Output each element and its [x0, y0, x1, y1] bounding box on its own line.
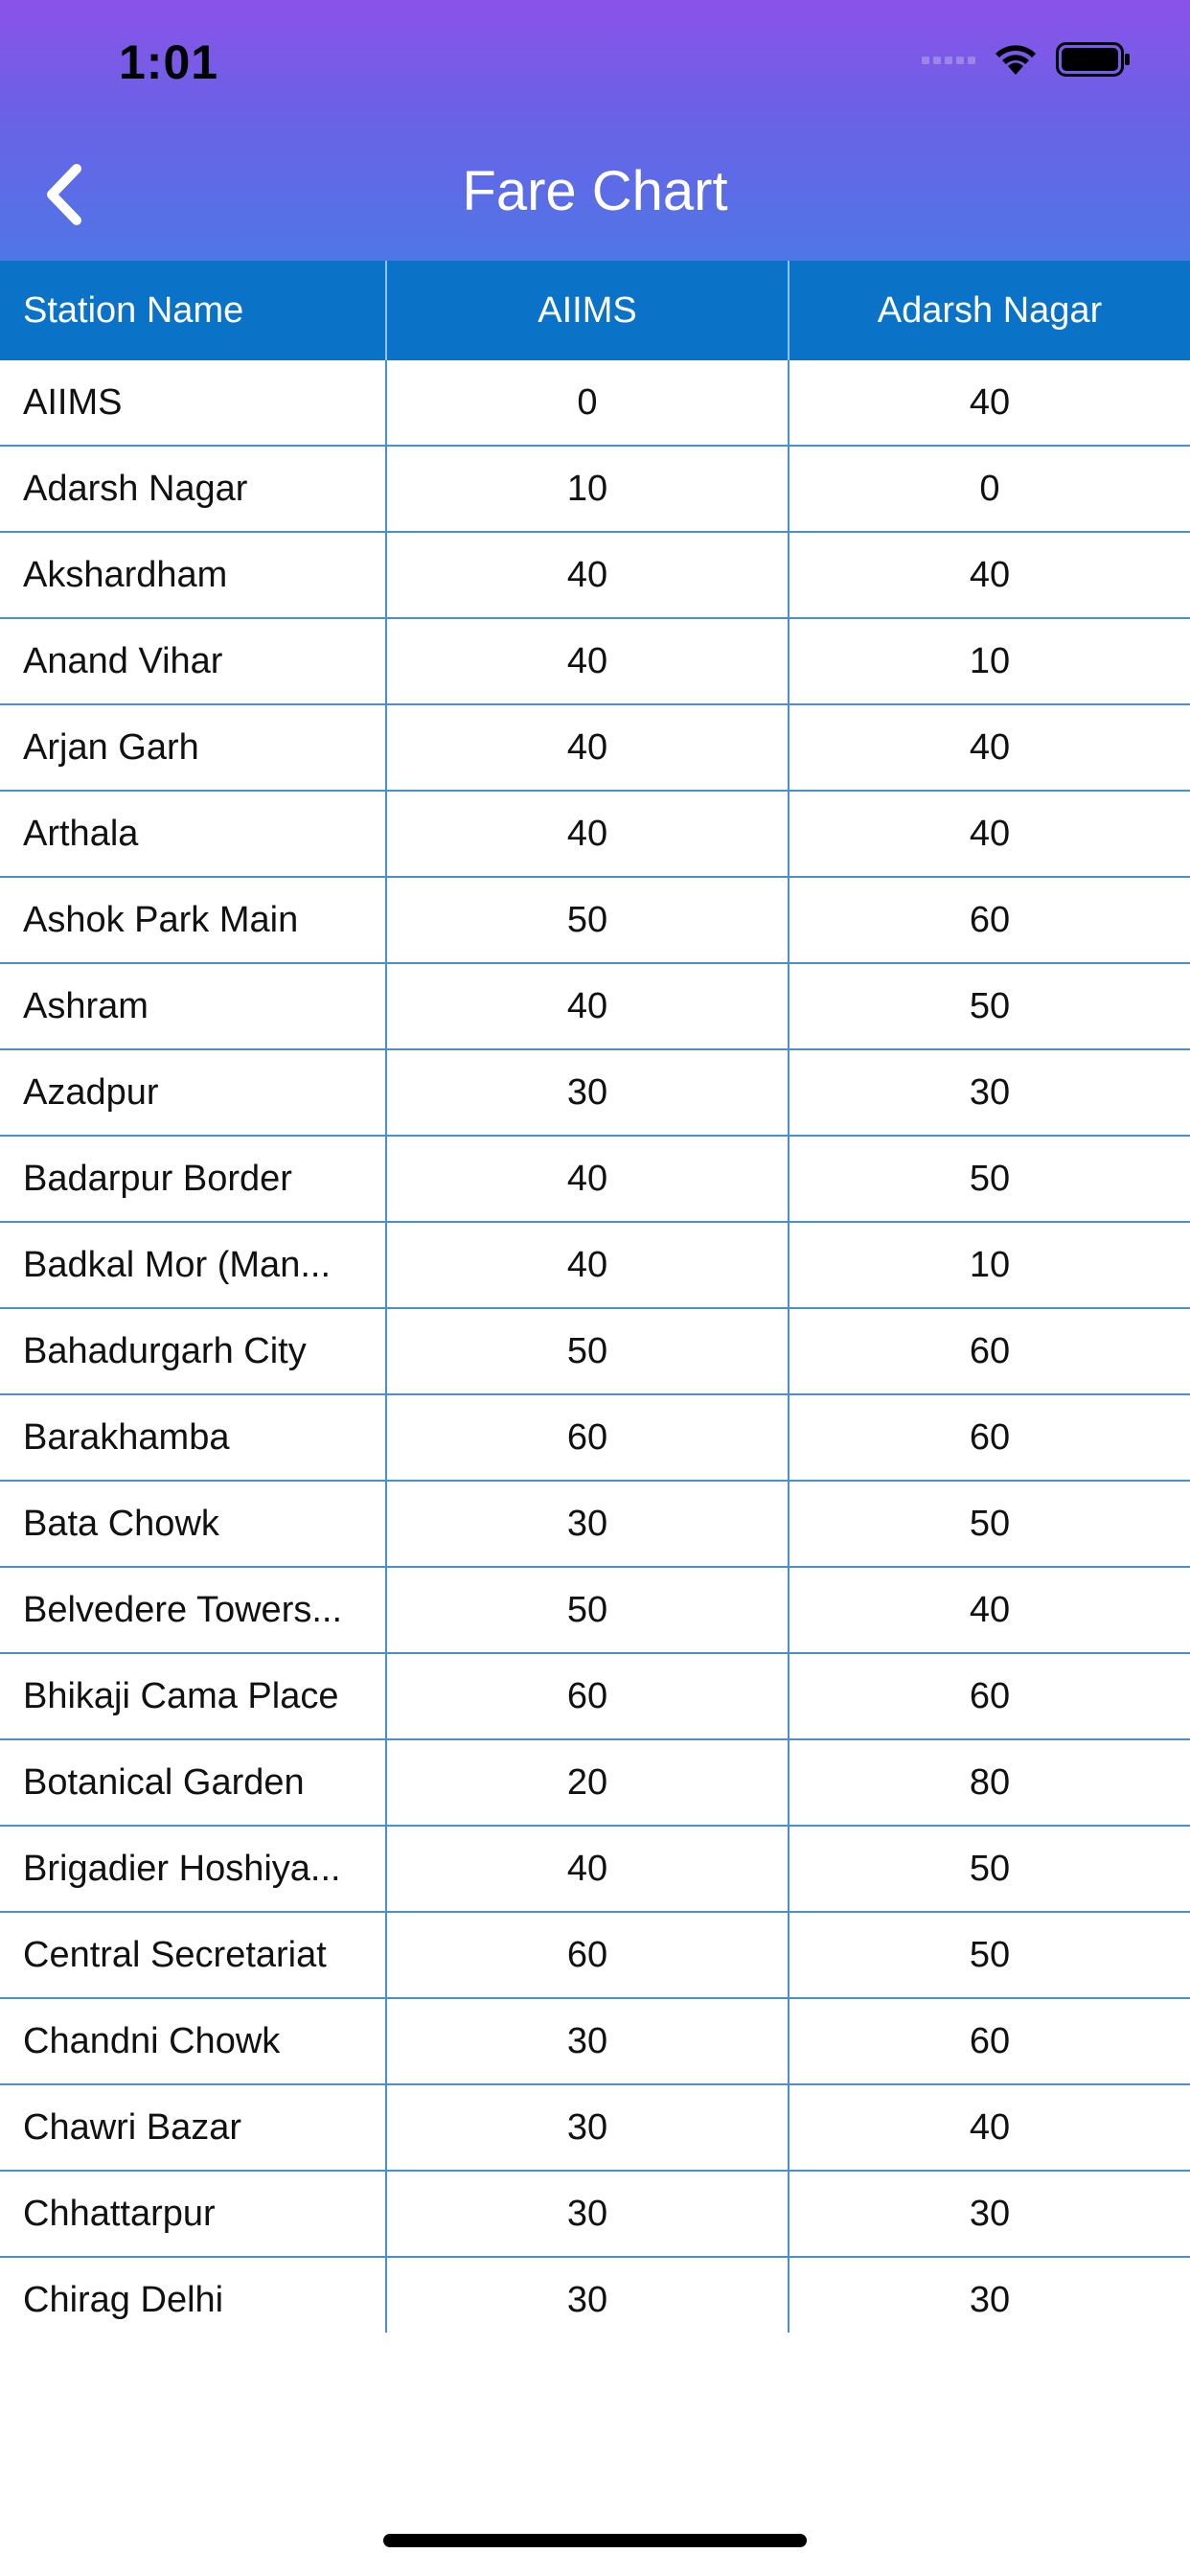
station-name-cell: Bahadurgarh City	[0, 1309, 387, 1393]
fare-cell: 40	[969, 726, 1011, 768]
station-name-cell: Azadpur	[0, 1050, 387, 1135]
fare-cell: 40	[969, 1589, 1011, 1630]
table-row	[0, 1913, 1190, 1999]
fare-cell: 30	[969, 2193, 1011, 2234]
station-name-cell: Adarsh Nagar	[0, 447, 387, 531]
fare-cell: 60	[969, 1330, 1011, 1371]
table-row	[0, 533, 1190, 619]
fare-cell: 50	[969, 1503, 1011, 1544]
fare-cell: 0	[387, 360, 790, 445]
table-header-row	[0, 261, 1190, 360]
fare-cell: 40	[387, 1137, 790, 1221]
fare-cell: 40	[969, 381, 1011, 423]
fare-cell: 60	[387, 1913, 790, 1997]
fare-cell: 50	[969, 1848, 1011, 1889]
station-name-cell: Chirag Delhi	[0, 2258, 387, 2333]
battery-icon	[1056, 42, 1131, 81]
station-name-cell: Badarpur Border	[0, 1137, 387, 1221]
station-name-cell: Chawri Bazar	[0, 2085, 387, 2170]
fare-cell: 10	[969, 640, 1011, 681]
fare-cell: 40	[387, 1827, 790, 1911]
fare-cell: 60	[969, 899, 1011, 940]
station-name-cell: Central Secretariat	[0, 1913, 387, 1997]
table-row	[0, 792, 1190, 878]
table-row	[0, 878, 1190, 964]
table-row	[0, 1654, 1190, 1740]
column-header-aiims: AIIMS	[387, 261, 790, 360]
fare-cell: 0	[979, 468, 1000, 509]
station-name-cell: Akshardham	[0, 533, 387, 617]
fare-cell: 60	[387, 1395, 790, 1480]
table-row	[0, 1568, 1190, 1654]
fare-cell: 40	[387, 1223, 790, 1307]
fare-cell: 10	[387, 447, 790, 531]
fare-cell: 60	[387, 1654, 790, 1738]
fare-cell: 30	[387, 2258, 790, 2333]
fare-cell: 40	[387, 705, 790, 790]
fare-cell: 30	[969, 2279, 1011, 2320]
station-name-cell: Bhikaji Cama Place	[0, 1654, 387, 1738]
station-name-cell: Brigadier Hoshiya...	[0, 1827, 387, 1911]
fare-cell: 80	[969, 1761, 1011, 1803]
column-header-station: Station Name	[0, 261, 387, 360]
table-row	[0, 619, 1190, 705]
table-row	[0, 1050, 1190, 1137]
table-row	[0, 1482, 1190, 1568]
fare-cell: 30	[969, 1071, 1011, 1113]
status-icons	[922, 42, 1131, 81]
fare-cell: 30	[387, 1999, 790, 2083]
fare-cell: 50	[387, 1309, 790, 1393]
fare-table-body[interactable]	[0, 360, 1190, 2333]
table-row	[0, 2258, 1190, 2333]
fare-cell: 60	[969, 2020, 1011, 2061]
fare-cell: 50	[969, 1158, 1011, 1199]
station-name-cell: Ashok Park Main	[0, 878, 387, 962]
station-name-cell: Anand Vihar	[0, 619, 387, 703]
table-row	[0, 1223, 1190, 1309]
fare-cell: 40	[387, 792, 790, 876]
station-name-cell: AIIMS	[0, 360, 387, 445]
fare-cell: 50	[969, 985, 1011, 1026]
fare-cell: 30	[387, 2172, 790, 2256]
fare-cell: 60	[969, 1675, 1011, 1716]
station-name-cell: Botanical Garden	[0, 1740, 387, 1825]
fare-cell: 10	[969, 1244, 1011, 1285]
fare-cell: 40	[387, 533, 790, 617]
table-row	[0, 964, 1190, 1050]
fare-cell: 50	[387, 878, 790, 962]
station-name-cell: Barakhamba	[0, 1395, 387, 1480]
status-time: 1:01	[119, 35, 219, 89]
fare-cell: 60	[969, 1416, 1011, 1458]
station-name-cell: Arthala	[0, 792, 387, 876]
page-title: Fare Chart	[462, 160, 728, 222]
table-row	[0, 1740, 1190, 1827]
nav-header	[0, 0, 1190, 261]
fare-cell: 30	[387, 2085, 790, 2170]
table-row	[0, 360, 1190, 447]
fare-cell: 40	[387, 619, 790, 703]
fare-cell: 40	[969, 813, 1011, 854]
fare-cell: 30	[387, 1050, 790, 1135]
wifi-icon	[993, 42, 1039, 81]
home-indicator[interactable]	[383, 2534, 807, 2547]
table-row	[0, 1395, 1190, 1482]
fare-cell: 40	[969, 554, 1011, 595]
table-row	[0, 1827, 1190, 1913]
table-row	[0, 1309, 1190, 1395]
fare-cell: 30	[387, 1482, 790, 1566]
station-name-cell: Belvedere Towers...	[0, 1568, 387, 1652]
table-row	[0, 1137, 1190, 1223]
station-name-cell: Chandni Chowk	[0, 1999, 387, 2083]
table-row	[0, 705, 1190, 792]
fare-cell: 40	[387, 964, 790, 1048]
fare-cell: 50	[387, 1568, 790, 1652]
table-row	[0, 2172, 1190, 2258]
fare-cell: 50	[969, 1934, 1011, 1975]
table-row	[0, 1999, 1190, 2085]
table-row	[0, 447, 1190, 533]
station-name-cell: Bata Chowk	[0, 1482, 387, 1566]
station-name-cell: Badkal Mor (Man...	[0, 1223, 387, 1307]
station-name-cell: Arjan Garh	[0, 705, 387, 790]
table-row	[0, 2085, 1190, 2172]
cellular-signal-icon	[922, 53, 975, 71]
fare-cell: 20	[387, 1740, 790, 1825]
station-name-cell: Ashram	[0, 964, 387, 1048]
fare-cell: 40	[969, 2106, 1011, 2148]
column-header-adarsh-nagar: Adarsh Nagar	[877, 289, 1103, 331]
station-name-cell: Chhattarpur	[0, 2172, 387, 2256]
